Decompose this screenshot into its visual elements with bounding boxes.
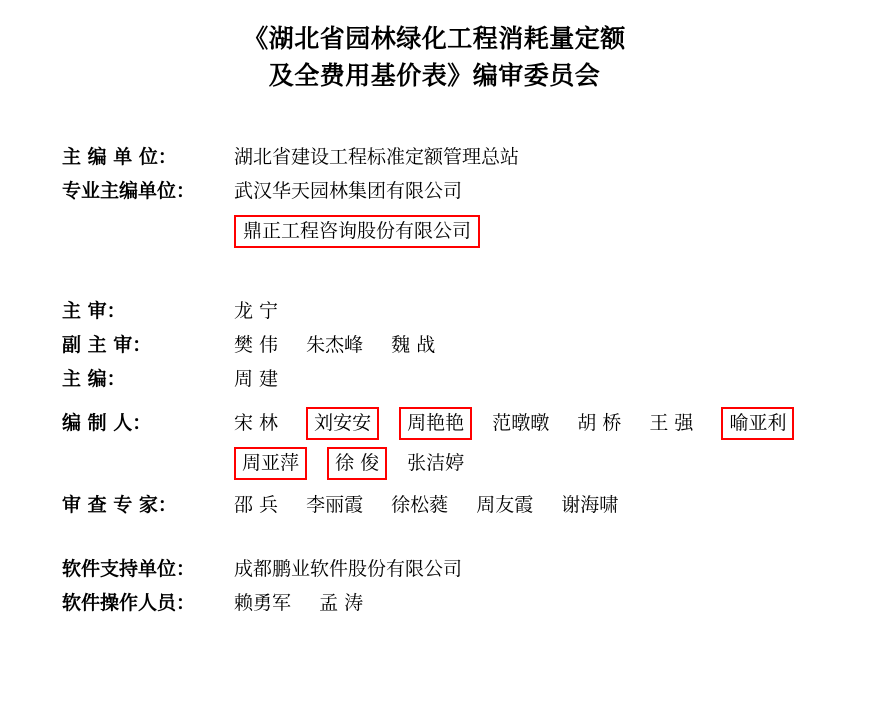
- value-software-support-unit: 成都鹏业软件股份有限公司: [234, 558, 463, 580]
- label-deputy-reviewer: 副 主 审：: [62, 334, 152, 356]
- value-compilers-line2: [234, 446, 849, 480]
- name-item: 魏 战: [391, 334, 436, 356]
- highlight-box-zhouyaping: 周亚萍: [234, 447, 307, 480]
- highlight-box-liuanan: 刘安安: [306, 407, 379, 440]
- section-gap-2: [62, 522, 849, 552]
- title-line-1: 《湖北省园林绿化工程消耗量定额: [243, 24, 626, 53]
- label-software-support-unit: 软件支持单位：: [62, 558, 196, 580]
- name-item: 周友霞: [476, 494, 534, 516]
- label-professional-editor-unit: 专业主编单位：: [62, 180, 196, 202]
- value-deputy-reviewer: [234, 328, 849, 362]
- row-software-operators: [62, 586, 849, 620]
- row-review-experts: [62, 488, 849, 522]
- name-item: 朱杰峰: [306, 334, 364, 356]
- name-item: 王 强: [649, 412, 694, 434]
- value-software-operators: [234, 586, 849, 620]
- value-review-experts: [234, 488, 849, 522]
- name-item: 邵 兵: [234, 494, 279, 516]
- row-professional-editor-unit: [62, 174, 849, 208]
- label-review-experts: 审 查 专 家：: [62, 494, 177, 516]
- name-item: 宋 林: [234, 412, 279, 434]
- row-compilers: [62, 406, 849, 440]
- value-chief-editor-unit: 湖北省建设工程标准定额管理总站: [234, 146, 520, 168]
- highlight-box-yuyali: 喻亚利: [721, 407, 794, 440]
- label-software-operators: 软件操作人员：: [62, 592, 196, 614]
- name-item: 范暾暾: [492, 412, 550, 434]
- name-item: 李丽霞: [306, 494, 364, 516]
- name-item: 孟 涛: [319, 592, 364, 614]
- value-chief-editor: 周 建: [234, 368, 279, 390]
- section-gap-1: [62, 248, 849, 294]
- value-chief-reviewer: 龙 宁: [234, 300, 279, 322]
- document-body: [0, 140, 869, 620]
- document-title: [0, 0, 869, 94]
- name-item: 徐松蕤: [391, 494, 449, 516]
- row-chief-editor: [62, 362, 849, 396]
- label-chief-editor: 主 编：: [62, 368, 126, 390]
- value-professional-editor-unit-2-wrap: [234, 214, 849, 248]
- name-item: 谢海啸: [561, 494, 619, 516]
- highlight-box-zhouyanyan: 周艳艳: [399, 407, 472, 440]
- title-line-2: 及全费用基价表》编审委员会: [268, 61, 601, 90]
- value-professional-editor-unit: 武汉华天园林集团有限公司: [234, 180, 463, 202]
- label-compilers: 编 制 人：: [62, 412, 152, 434]
- label-chief-reviewer: 主 审：: [62, 300, 126, 322]
- row-compilers-line2: [62, 446, 849, 480]
- row-software-support-unit: [62, 552, 849, 586]
- name-item: 樊 伟: [234, 334, 279, 356]
- row-deputy-reviewer: [62, 328, 849, 362]
- row-chief-editor-unit: [62, 140, 849, 174]
- row-chief-reviewer: [62, 294, 849, 328]
- label-chief-editor-unit: 主 编 单 位：: [62, 146, 177, 168]
- name-item: 张洁婷: [407, 452, 465, 474]
- value-compilers-line1: [234, 406, 849, 440]
- highlight-box-dingzheng: 鼎正工程咨询股份有限公司: [234, 215, 480, 248]
- highlight-box-xujun: 徐 俊: [327, 447, 387, 480]
- name-item: 胡 桥: [577, 412, 622, 434]
- row-professional-editor-unit-2: [62, 214, 849, 248]
- name-item: 赖勇军: [234, 592, 292, 614]
